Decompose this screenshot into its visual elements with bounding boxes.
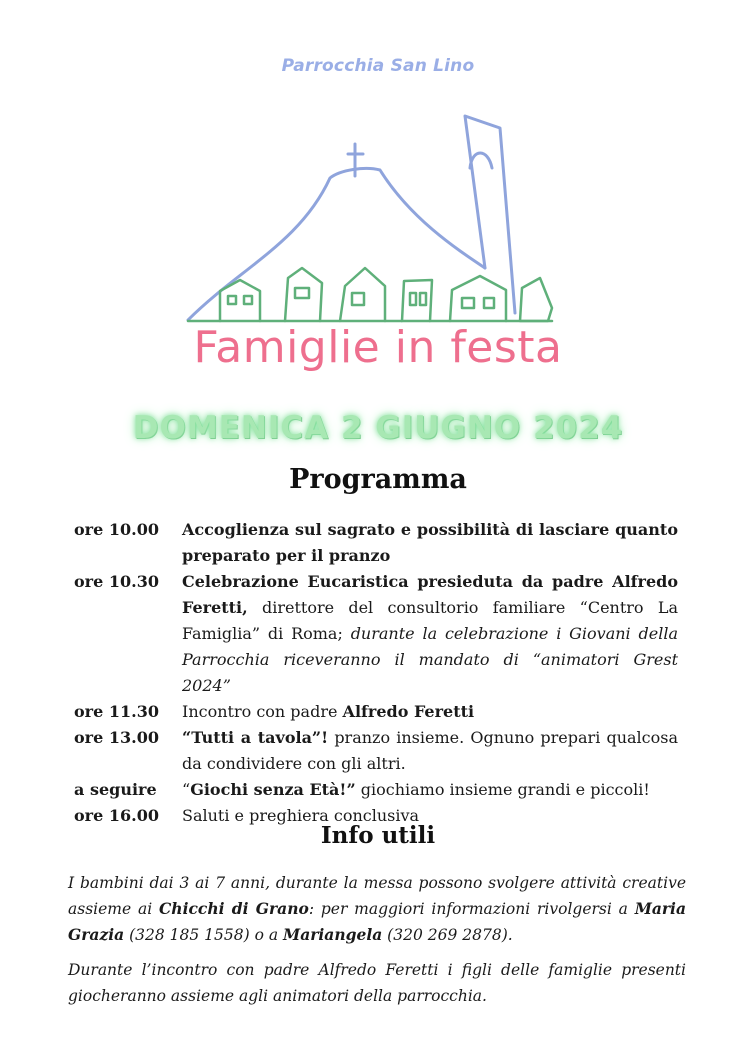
programme-row xyxy=(74,777,678,803)
info-text: : per maggiori informazioni rivolgersi a xyxy=(308,900,635,918)
church-houses-logo xyxy=(180,108,560,328)
info-paragraph-animators xyxy=(68,957,686,1009)
info-text: Mariangela xyxy=(283,925,383,944)
programme-description xyxy=(182,569,678,699)
programme-text: Incontro con padre xyxy=(182,702,343,721)
houses-row xyxy=(188,268,552,321)
programme-text: Saluti e preghiera conclusiva xyxy=(182,806,420,825)
programme-time: ore 11.30 xyxy=(74,702,159,721)
event-date: DOMENICA 2 GIUGNO 2024 xyxy=(132,410,624,446)
programme-heading: Programma xyxy=(289,464,467,495)
programme-text: Giochi senza Età!” xyxy=(190,780,356,799)
programme-time: ore 10.00 xyxy=(74,520,159,539)
programme-row xyxy=(74,569,678,699)
programme-text: “Tutti a tavola”! xyxy=(182,728,329,747)
programme-row xyxy=(74,699,678,725)
programme-description xyxy=(182,517,678,569)
event-title: Famiglie in festa xyxy=(193,322,563,373)
programme-time: ore 10.30 xyxy=(74,572,159,591)
info-paragraph-children xyxy=(68,870,686,948)
info-text: (328 185 1558) o a xyxy=(124,926,284,944)
parish-name: Parrocchia San Lino xyxy=(281,56,475,76)
info-text: Chicchi di Grano xyxy=(158,899,309,918)
programme-row xyxy=(74,725,678,777)
programme-text: durante la celebrazione i Giovani della Parrocchia riceveranno il mandato di “animatori Grest 2024” xyxy=(182,624,678,695)
programme-description xyxy=(182,699,678,725)
programme-text: Celebrazione Eucaristica presieduta da padre Alfredo Feretti, xyxy=(182,572,678,617)
info-text: Durante l’incontro con padre Alfredo Feretti i figli delle famiglie presenti giocheranno assieme agli animatori della parrocchia. xyxy=(68,961,686,1005)
programme-text: giochiamo insieme grandi e piccoli! xyxy=(355,780,650,799)
programme-description xyxy=(182,777,678,803)
info-text: Maria Grazia xyxy=(68,899,686,944)
programme-text: pranzo insieme. Ognuno prepari qualcosa da condividere con gli altri. xyxy=(182,728,679,773)
programme-text: Alfredo Feretti xyxy=(342,702,475,721)
church-outline xyxy=(188,116,515,320)
programme-text: direttore del consultorio familiare “Centro La Famiglia” di Roma; xyxy=(182,598,678,643)
programme-time: a seguire xyxy=(74,780,157,799)
programme-time: ore 16.00 xyxy=(74,806,159,825)
programme-row xyxy=(74,517,678,569)
programme-time: ore 13.00 xyxy=(74,728,159,747)
programme-text: “ xyxy=(182,780,191,799)
programme-list xyxy=(74,517,678,829)
info-heading: Info utili xyxy=(320,822,436,849)
programme-text: Accoglienza sul sagrato e possibilità di lasciare quanto preparato per il pranzo xyxy=(182,520,678,565)
info-text: (320 269 2878). xyxy=(382,926,513,944)
info-text: I bambini dai 3 ai 7 anni, durante la messa possono svolgere attività creative assieme ai xyxy=(68,874,686,918)
programme-description xyxy=(182,725,678,777)
